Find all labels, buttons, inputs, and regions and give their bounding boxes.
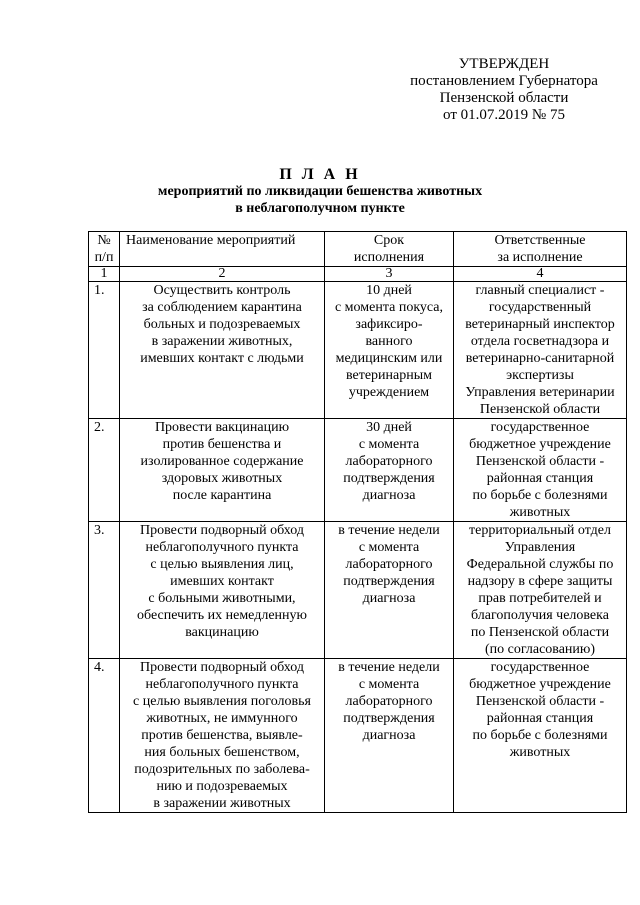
approval-title: УТВЕРЖДЕН	[458, 56, 550, 72]
table-row	[89, 522, 627, 659]
column-number: 4	[454, 267, 627, 282]
approval-region: Пензенской области	[439, 90, 569, 106]
document-title: П Л А Н	[279, 166, 361, 183]
approval-block	[398, 56, 610, 124]
row-activity: Провести подворный обход неблагополучного пункта с целью выявления поголовья животных, не иммунного против бешенства, выявле- ния больных бешенством, подозрительных по заболева- нию и подозреваемых в заражении животных	[120, 659, 325, 813]
row-term: 30 дней с момента лабораторного подтверждения диагноза	[325, 419, 454, 522]
table-row	[89, 282, 627, 419]
row-term: в течение недели с момента лабораторного подтверждения диагноза	[325, 522, 454, 659]
table-header-row	[89, 232, 627, 267]
column-number: 2	[120, 267, 325, 282]
column-number: 3	[325, 267, 454, 282]
table-row	[89, 419, 627, 522]
row-number: 3.	[89, 522, 120, 659]
approval-decree: постановлением Губернатора	[410, 73, 598, 89]
row-responsible: главный специалист - государственный ветеринарный инспектор отдела госветнадзора и ветеринарно-санитарной экспертизы Управления ветеринарии Пензенской области	[454, 282, 627, 419]
document-subtitle: мероприятий по ликвидации бешенства животных	[157, 184, 483, 199]
row-activity: Осуществить контроль за соблюдением карантина больных и подозреваемых в заражении животных, имевших контакт с людьми	[120, 282, 325, 419]
row-responsible: государственное бюджетное учреждение Пензенской области - районная станция по борьбе с болезнями животных	[454, 659, 627, 813]
row-activity: Провести подворный обход неблагополучного пункта с целью выявления лиц, имевших контакт с больными животными, обеспечить их немедленную вакцинацию	[120, 522, 325, 659]
table-row	[89, 659, 627, 813]
document-subtitle-2: в неблагополучном пункте	[235, 201, 405, 216]
row-activity: Провести вакцинацию против бешенства и изолированное содержание здоровых животных после карантина	[120, 419, 325, 522]
row-number: 1.	[89, 282, 120, 419]
approval-date: от 01.07.2019 № 75	[443, 107, 565, 123]
column-number: 1	[89, 267, 120, 282]
header-term: Срок исполнения	[325, 232, 454, 267]
row-number: 4.	[89, 659, 120, 813]
row-responsible: государственное бюджетное учреждение Пензенской области - районная станция по борьбе с болезнями животных	[454, 419, 627, 522]
plan-table	[88, 231, 627, 813]
header-responsible: Ответственные за исполнение	[454, 232, 627, 267]
row-term: 10 дней с момента покуса, зафиксиро- ванного медицинским или ветеринарным учреждением	[325, 282, 454, 419]
header-name: Наименование мероприятий	[120, 232, 325, 267]
row-number: 2.	[89, 419, 120, 522]
row-term: в течение недели с момента лабораторного подтверждения диагноза	[325, 659, 454, 813]
header-num: № п/п	[89, 232, 120, 267]
column-numbers-row	[89, 267, 627, 282]
row-responsible: территориальный отдел Управления Федеральной службы по надзору в сфере защиты прав потребителей и благополучия человека по Пензенской области (по согласованию)	[454, 522, 627, 659]
